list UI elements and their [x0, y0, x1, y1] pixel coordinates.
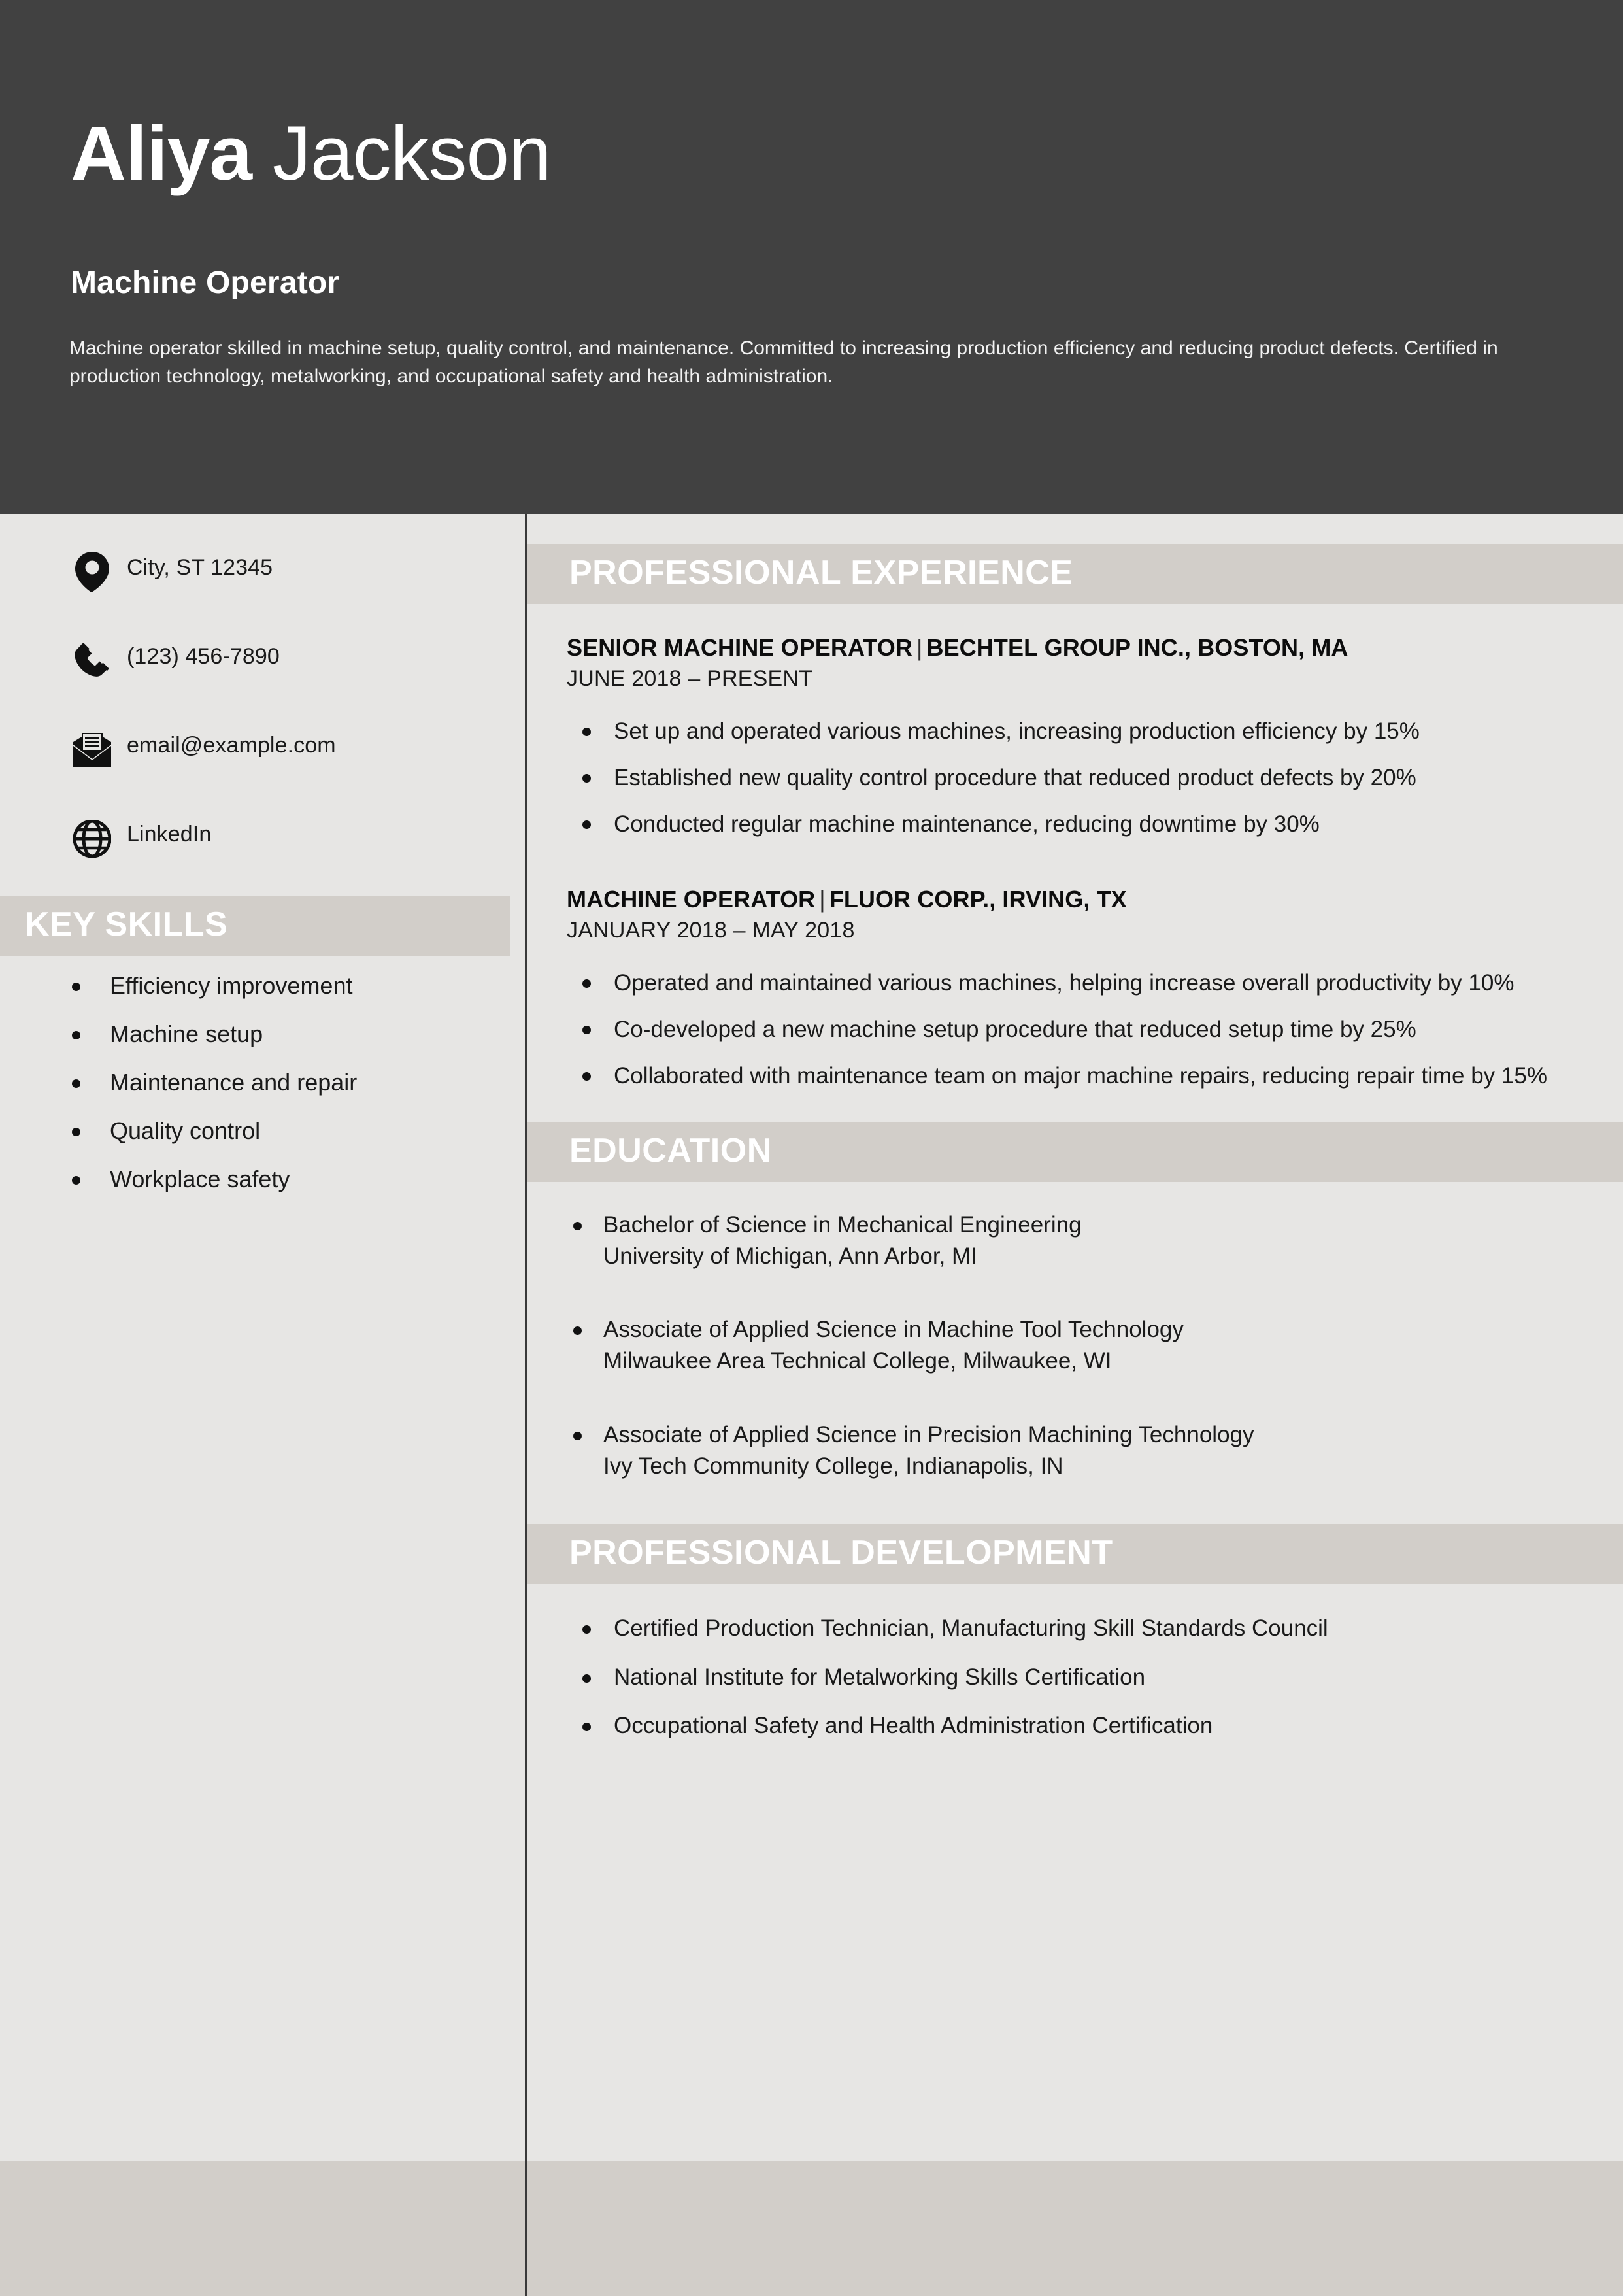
list-item: Established new quality control procedure that reduced product defects by 20% — [567, 762, 1597, 794]
list-item: Maintenance and repair — [0, 1068, 510, 1097]
list-item: Occupational Safety and Health Administration Certification — [567, 1710, 1623, 1742]
list-item — [567, 1314, 1623, 1377]
main-content — [527, 514, 1623, 2161]
contact-item-linkedin[interactable] — [0, 809, 525, 898]
job-heading — [567, 885, 1597, 915]
list-item: Machine setup — [0, 1020, 510, 1049]
contact-item-email[interactable] — [0, 720, 525, 809]
education-school: Ivy Tech Community College, Indianapolis, IN — [603, 1453, 1063, 1479]
column-divider — [525, 514, 527, 2296]
contact-item-phone[interactable] — [0, 632, 525, 720]
section-header-professional-experience — [527, 544, 1623, 604]
section-header-education — [527, 1122, 1623, 1182]
sidebar — [0, 514, 525, 2161]
contact-list — [0, 543, 525, 898]
list-item: Efficiency improvement — [0, 971, 510, 1000]
education-school: Milwaukee Area Technical College, Milwaukee, WI — [603, 1348, 1112, 1374]
job-separator: | — [819, 885, 826, 913]
list-item: Set up and operated various machines, increasing production efficiency by 15% — [567, 715, 1597, 747]
contact-item-location[interactable] — [0, 543, 525, 632]
section-header-professional-development — [527, 1524, 1623, 1584]
list-item: Certified Production Technician, Manufacturing Skill Standards Council — [567, 1613, 1623, 1644]
contact-email-text: email@example.com — [127, 733, 336, 758]
list-item: Workplace safety — [0, 1165, 510, 1194]
section-header-key-skills — [0, 896, 510, 956]
resume-header — [0, 0, 1623, 514]
job-company: BECHTEL GROUP INC., BOSTON, MA — [926, 634, 1348, 661]
education-list — [527, 1209, 1623, 1483]
first-name: Aliya — [71, 110, 252, 197]
professional-development-list — [527, 1613, 1623, 1742]
footer-band — [0, 2161, 1623, 2296]
location-pin-icon — [72, 552, 112, 592]
list-item: Co-developed a new machine setup procedure that reduced setup time by 25% — [567, 1013, 1597, 1045]
job-company: FLUOR CORP., IRVING, TX — [829, 885, 1127, 913]
envelope-icon — [72, 730, 112, 770]
section-title-key-skills: KEY SKILLS — [25, 905, 228, 943]
job-heading — [567, 633, 1597, 664]
last-name: Jackson — [272, 110, 551, 197]
key-skills-list — [0, 971, 510, 1213]
contact-location-text: City, ST 12345 — [127, 555, 273, 580]
list-item: Operated and maintained various machines, helping increase overall productivity by 10% — [567, 967, 1597, 999]
page-title: Machine Operator — [71, 265, 340, 300]
phone-icon — [72, 641, 112, 681]
job-bullets — [567, 967, 1597, 1092]
list-item: Conducted regular machine maintenance, reducing downtime by 30% — [567, 808, 1597, 840]
job-dates: JANUARY 2018 – MAY 2018 — [567, 917, 855, 943]
job-entry-0 — [527, 633, 1623, 840]
section-title-professional-experience: PROFESSIONAL EXPERIENCE — [569, 554, 1073, 592]
list-item: Quality control — [0, 1117, 510, 1145]
list-item — [567, 1419, 1623, 1483]
list-item: Collaborated with maintenance team on major machine repairs, reducing repair time by 15% — [567, 1060, 1597, 1092]
education-degree: Associate of Applied Science in Machine Tool Technology — [603, 1317, 1184, 1343]
contact-phone-text: (123) 456-7890 — [127, 644, 280, 669]
job-dates: JUNE 2018 – PRESENT — [567, 666, 813, 691]
education-degree: Associate of Applied Science in Precision Machining Technology — [603, 1421, 1254, 1447]
education-school: University of Michigan, Ann Arbor, MI — [603, 1243, 977, 1269]
job-separator: | — [916, 634, 923, 661]
list-item: National Institute for Metalworking Skills Certification — [567, 1662, 1623, 1693]
education-degree: Bachelor of Science in Mechanical Engineering — [603, 1211, 1082, 1238]
globe-icon — [72, 819, 112, 859]
section-title-professional-development: PROFESSIONAL DEVELOPMENT — [569, 1534, 1113, 1572]
contact-linkedin-text: LinkedIn — [127, 822, 212, 847]
candidate-name — [71, 110, 551, 197]
job-role: SENIOR MACHINE OPERATOR — [567, 634, 913, 661]
list-item — [567, 1209, 1623, 1273]
professional-summary: Machine operator skilled in machine setup, quality control, and maintenance. Committed to increasing production efficiency and reducing product defects. Certified in production technology, metalworking, and occupational safety and health administration. — [69, 337, 1498, 387]
job-role: MACHINE OPERATOR — [567, 885, 816, 913]
section-title-education: EDUCATION — [569, 1131, 772, 1170]
job-entry-1 — [527, 885, 1623, 1092]
job-bullets — [567, 715, 1597, 840]
